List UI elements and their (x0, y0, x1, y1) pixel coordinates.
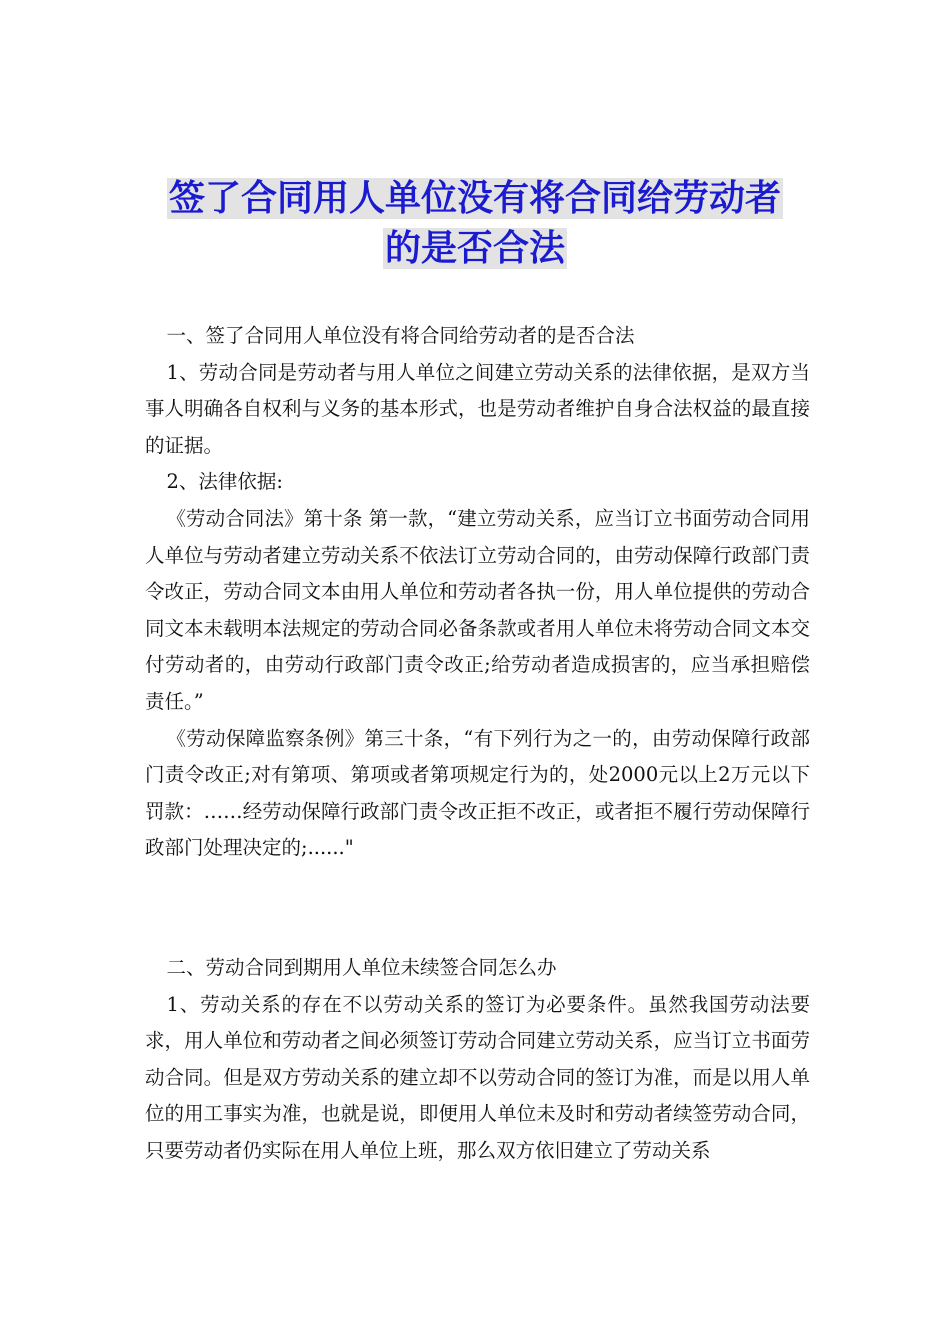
section-1-paragraph-3: 《劳动合同法》第十条 第一款，“建立劳动关系，应当订立书面劳动合同用人单位与劳动者建立劳动关系不依法订立劳动合同的，由劳动保障行政部门责令改正，劳动合同文本由用人单位和劳动者各执一份，用人单位提供的劳动合同文本未载明本法规定的劳动合同必备条款或者用人单位未将劳动合同文本交付劳动者的，由劳动行政部门责令改正;给劳动者造成损害的，应当承担赔偿责任。” (145, 506, 810, 713)
section-1 (145, 318, 810, 867)
section-2-paragraph-1: 1、劳动关系的存在不以劳动关系的签订为必要条件。虽然我国劳动法要求，用人单位和劳动者之间必须签订劳动合同建立劳动关系，应当订立书面劳动合同。但是双方劳动关系的建立却不以劳动合同的签订为准，而是以用人单位的用工事实为准，也就是说，即便用人单位未及时和劳动者续签劳动合同，只要劳动者仍实际在用人单位上班，那么双方依旧建立了劳动关系 (145, 992, 810, 1162)
section-1-heading: 一、签了合同用人单位没有将合同给劳动者的是否合法 (166, 324, 635, 347)
section-2 (145, 950, 810, 1170)
section-1-paragraph-2: 2、法律依据: (166, 470, 283, 494)
document-title-text-2: 的是否合法 (384, 228, 565, 269)
section-1-paragraph-1: 1、劳动合同是劳动者与用人单位之间建立劳动关系的法律依据，是双方当事人明确各自权利与义务的基本形式，也是劳动者维护自身合法权益的最直接的证据。 (145, 360, 810, 457)
document-title-text-1: 签了合同用人单位没有将合同给劳动者 (168, 178, 781, 219)
document-title-line-1 (0, 176, 950, 222)
section-2-heading: 二、劳动合同到期用人单位未续签合同怎么办 (166, 956, 557, 979)
document-title-line-2 (0, 226, 950, 272)
section-1-paragraph-4: 《劳动保障监察条例》第三十条，“有下列行为之一的，由劳动保障行政部门责令改正;对有第项、第项或者第项规定行为的，处2000元以上2万元以下罚款：……经劳动保障行政部门责令改正拒不改正，或者拒不履行劳动保障行政部门处理决定的;......" (145, 726, 810, 860)
